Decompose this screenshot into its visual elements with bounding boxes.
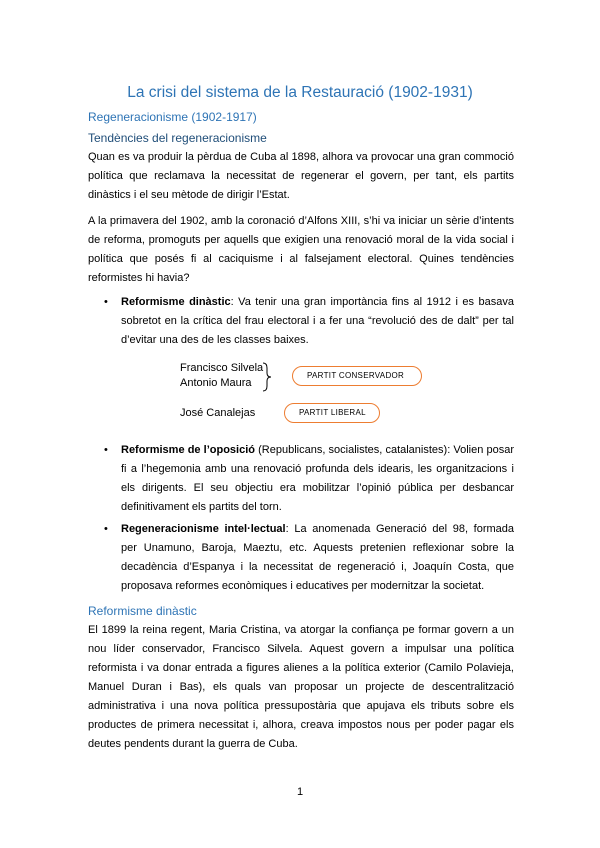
bullet-icon: • (104, 523, 108, 535)
parties-diagram (180, 356, 440, 426)
brace-icon (262, 362, 272, 392)
paragraph-1: Quan es va produir la pèrdua de Cuba al 1898, alhora va provocar una gran commoció política que reclamava la necessitat de regenerar el govern, per tant, els partits dinàstics i el seu mètode de dirigir l’Estat. (88, 151, 514, 201)
bullet-bold-term: Reformisme dinàstic (121, 296, 231, 308)
bullet-body: : Va tenir una gran importància fins al 1912 i es basava sobretot en la crítica del frau electoral i a fer una “revolució des de dalt” per tal d’evitar una des de les classes baixes. (121, 296, 515, 346)
paragraph-2: A la primavera del 1902, amb la coronació d’Alfons XIII, s’hi va iniciar un sèrie d’intents de reforma, promoguts per aquells que exigien una renovació moral de la vida social i política que posés fi al caciquisme i al falsejament electoral. Quines tendències reformistes hi havia? (88, 215, 514, 284)
bullet-text (121, 441, 514, 517)
bullet-text (121, 520, 514, 596)
bullet-body: (Republicans, socialistes, catalanistes): Volien posar fi a l’hegemonia amb una renovació profunda dels idearis, les organitzacions i els dirigents. El seu objectiu era mobilitzar l’opinió pública per desbancar definitivament els partits del torn. (121, 444, 514, 513)
page-number: 1 (296, 786, 304, 798)
bullet-icon: • (104, 444, 108, 456)
page-title: La crisi del sistema de la Restauració (1902-1931) (127, 84, 473, 101)
diagram-name-canalejas: José Canalejas (180, 407, 256, 419)
diagram-name-maura: Antonio Maura (180, 377, 252, 389)
bullet-bold-term: Reformisme de l’oposició (121, 444, 256, 456)
bullet-text (121, 293, 514, 350)
subsection-heading-reformisme: Reformisme dinàstic (88, 604, 197, 618)
diagram-name-silvela: Francisco Silvela (180, 362, 264, 374)
subsection-heading-tendencies: Tendències del regeneracionisme (88, 131, 267, 145)
paragraph-3: El 1899 la reina regent, Maria Cristina, va atorgar la confiança pe formar govern a un nou líder conservador, Francisco Silvela. Aquest govern a impulsar una política reformista i va donar entrada a figures alienes a la política exterior (Camilo Polavieja, Manuel Duran i Bas), els quals van proposar un projecte de descentralització administrativa i una nova política pressupostària que apujava els tributs sobre els productes de primera necessitat i, alhora, creava impostos nous per poder pagar els deutes pendents durant la guerra de Cuba. (88, 624, 514, 750)
bullet-body: : La anomenada Generació del 98, formada per Unamuno, Baroja, Maeztu, etc. Aquests pretenien reflexionar sobre la decadència d’Espanya i la necessitat de regeneració i, Joaquín Costa, que proposava reformes econòmiques i educatives per modernitzar la societat. (121, 523, 515, 592)
section-heading-regeneracionisme: Regeneracionisme (1902-1917) (88, 110, 257, 124)
bullet-icon: • (104, 296, 108, 308)
partit-liberal-badge: PARTIT LIBERAL (284, 403, 380, 423)
bullet-bold-term: Regeneracionisme intel·lectual (121, 523, 286, 535)
partit-conservador-badge: PARTIT CONSERVADOR (292, 366, 422, 386)
